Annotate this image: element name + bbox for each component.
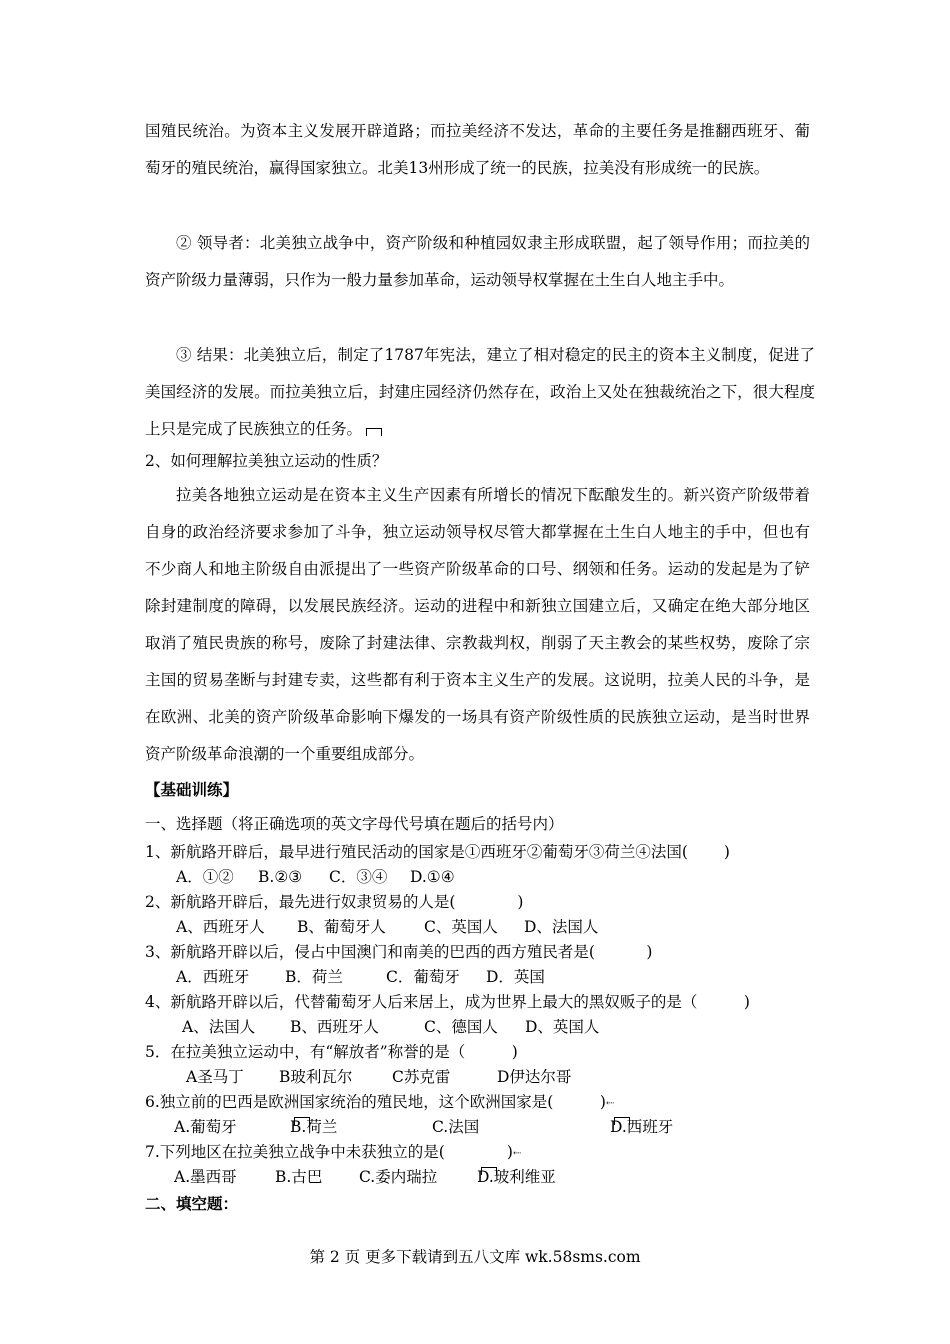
question-2-stem: 2、新航路开辟后，最先进行奴隶贸易的人是( ) [145,893,524,911]
option: A、西班牙人 [176,918,265,936]
paragraph-leaders: ② 领导者：北美独立战争中，资产阶级和种植园奴隶主形成联盟，起了领导作用；而拉美的资产阶级力量薄弱，只作为一般力量参加革命，运动领导权掌握在土生白人地主手中。 [145,234,810,289]
option: A．①② [176,868,234,886]
option: C.委内瑞拉 [359,1168,438,1186]
basic-training-heading: 【基础训练】 [145,780,239,799]
option: A.葡萄牙 [174,1118,237,1136]
question-1-stem: 1、新航路开辟后，最早进行殖民活动的国家是①西班牙②葡萄牙③荷兰④法国( ) [145,843,730,861]
option: D．英国 [486,968,545,986]
paragraph-mark-icon: ⇠ [512,1148,522,1159]
option: C．③④ [329,868,388,886]
return-mark-icon [294,1117,310,1125]
section-fill-in-heading: 二、填空题： [145,1194,239,1213]
option: C、英国人 [424,918,498,936]
option: C.法国 [432,1118,480,1136]
paragraph-comparison-background: 国殖民统治。为资本主义发展开辟道路；而拉美经济不发达，革命的主要任务是推翻西班牙、葡萄牙的殖民统治，赢得国家独立。北美13州形成了统一的民族，拉美没有形成统一的民族。 [145,122,810,177]
option: D、法国人 [524,918,599,936]
question-5-stem: 5．在拉美独立运动中，有“解放者”称誉的是（ ) [145,1043,518,1061]
question-7 [145,1142,521,1164]
return-mark-icon [366,428,382,436]
question-6 [145,1092,614,1114]
option: A、法国人 [182,1018,256,1036]
option: C苏克雷 [392,1068,451,1086]
paragraph-mark-icon: ⇠ [605,1098,615,1109]
paragraph-results [145,337,815,448]
option: D.①④ [410,868,455,886]
option: B玻利瓦尔 [279,1068,353,1086]
option: D、英国人 [525,1018,600,1036]
option: B、西班牙人 [290,1018,379,1036]
paragraph-nature-answer: 拉美各地独立运动是在资本主义生产因素有所增长的情况下酝酿发生的。新兴资产阶级带着自身的政治经济要求参加了斗争，独立运动领导权尽管大都掌握在土生白人地主的手中，但也有不少商人和地主阶级自由派提出了一些资产阶级革命的口号、纲领和任务。运动的发起是为了铲除封建制度的障碍，以发展民族经济。运动的进程中和新独立国建立后，又确定在绝大部分地区取消了殖民贵族的称号，废除了封建法律、宗教裁判权，削弱了天主教会的某些权势，废除了宗主国的贸易垄断与封建专卖，这些都有利于资本主义生产的发展。这说明，拉美人民的斗争，是在欧洲、北美的资产阶级革命影响下爆发的一场具有资产阶级性质的民族独立运动，是当时世界资产阶级革命浪潮的一个重要组成部分。 [145,486,810,763]
return-mark-icon [481,1167,497,1175]
option: C．葡萄牙 [386,968,460,986]
option: A圣马丁 [186,1068,244,1086]
option: D伊达尔哥 [497,1068,572,1086]
option: A.墨西哥 [174,1168,237,1186]
option: B.古巴 [275,1168,323,1186]
option: B.②③ [258,868,303,886]
paragraph-results-text: ③ 结果：北美独立后，制定了1787年宪法，建立了相对稳定的民主的资本主义制度，促进了美国经济的发展。而拉美独立后，封建庄园经济仍然存在，政治上又处在独裁统治之下，很大程度上只是完成了民族独立的任务。 [145,346,815,438]
option: C、德国人 [424,1018,498,1036]
question-6-stem: 6.独立前的巴西是欧洲国家统治的殖民地，这个欧洲国家是( ) [145,1093,606,1111]
page-footer: 第 2 页 更多下载请到五八文库 wk.58sms.com [309,1248,641,1266]
section-choice-heading: 一、选择题（将正确选项的英文字母代号填在题后的括号内） [145,815,564,833]
question-3-stem: 3、新航路开辟以后，侵占中国澳门和南美的巴西的西方殖民者是( ) [145,943,653,961]
option: B．荷兰 [285,968,343,986]
option: B、葡萄牙人 [297,918,386,936]
question-4-stem: 4、新航路开辟以后，代替葡萄牙人后来居上，成为世界上最大的黑奴贩子的是（ ) [145,993,750,1011]
question-2-heading: 2、如何理解拉美独立运动的性质？ [145,452,388,470]
option: A．西班牙 [176,968,250,986]
question-7-stem: 7.下列地区在拉美独立战争中未获独立的是( ) [145,1143,513,1161]
return-mark-icon [614,1117,630,1125]
document-page: 国殖民统治。为资本主义发展开辟道路；而拉美经济不发达，革命的主要任务是推翻西班牙、葡萄牙的殖民统治，赢得国家独立。北美13州形成了统一的民族，拉美没有形成统一的民族。 ② 领导者：北美独立战争中，资产阶级和种植园奴隶主形成联盟，起了领导作用；而拉美的资产阶级力量薄弱，只作为一般力量参加革命，运动领导权掌握在土生白人地主手中。 ③ 结果：北美独立后，制定了1787年宪法，建立了相对稳定的民主的资本主义制度，促进了美国经济的发展。而拉美独立后，封建庄园经济仍然存在，政治上又处在独裁统治之下，很大程度上只是完成了民族独立的任务。 2、如何理解拉美独立运动的性质？ 拉美各地独立运动是在资本主义生产因素有所增长的情况下酝酿发生的。新兴资产阶级带着自身的政治经济要求参加了斗争，独立运动领导权尽管大都掌握在土生白人地主的手中，但也有不少商人和地主阶级自由派提出了一些资产阶级革命的口号、纲领和任务。运动的发起是为了铲除封建制度的障碍，以发展民族经济。运动的进程中和新独立国建立后，又确定在绝大部分地区取消了殖民贵族的称号，废除了封建法律、宗教裁判权，削弱了天主教会的某些权势，废除了宗主国的贸易垄断与封建专卖，这些都有利于资本主义生产的发展。这说明，拉美人民的斗争，是在欧洲、北美的资产阶级革命影响下爆发的一场具有资产阶级性质的民族独立运动，是当时世界资产阶级革命浪潮的一个重要组成部分。 【基础训练】 一、选择题（将正确选项的英文字母代号填在题后的括号内） 1、新航路开辟后，最早进行殖民活动的国家是①西班牙②葡萄牙③荷兰④法国( ) A．①② B.②③ C．③④ D.①④ 2、新航路开辟后，最先进行奴隶贸易的人是( ) A、西班牙人 B、葡萄牙人 C、英国人 D、法国人 3、新航路开辟以后，侵占中国澳门和南美的巴西的西方殖民者是( ) A．西班牙 B．荷兰 C．葡萄牙 D．英国 4、新航路开辟以后，代替葡萄牙人后来居上，成为世界上最大的黑奴贩子的是（ ) A、法国人 B、西班牙人 C、德国人 D、英国人 5．在拉美独立运动中，有“解放者”称誉的是（ ) A圣马丁 B玻利瓦尔 C苏克雷 D伊达尔哥 6.独立前的巴西是欧洲国家统治的殖民地，这个欧洲国家是( )⇠ A.葡萄牙 B.荷兰 C.法国 D.西班牙 7.下列地区在拉美独立战争中未获独立的是( )⇠ A.墨西哥 B.古巴 C.委内瑞拉 D.玻利维亚 二、填空题： 第 2 页 更多下载请到五八文库 wk.58sms.com [0,0,950,1344]
